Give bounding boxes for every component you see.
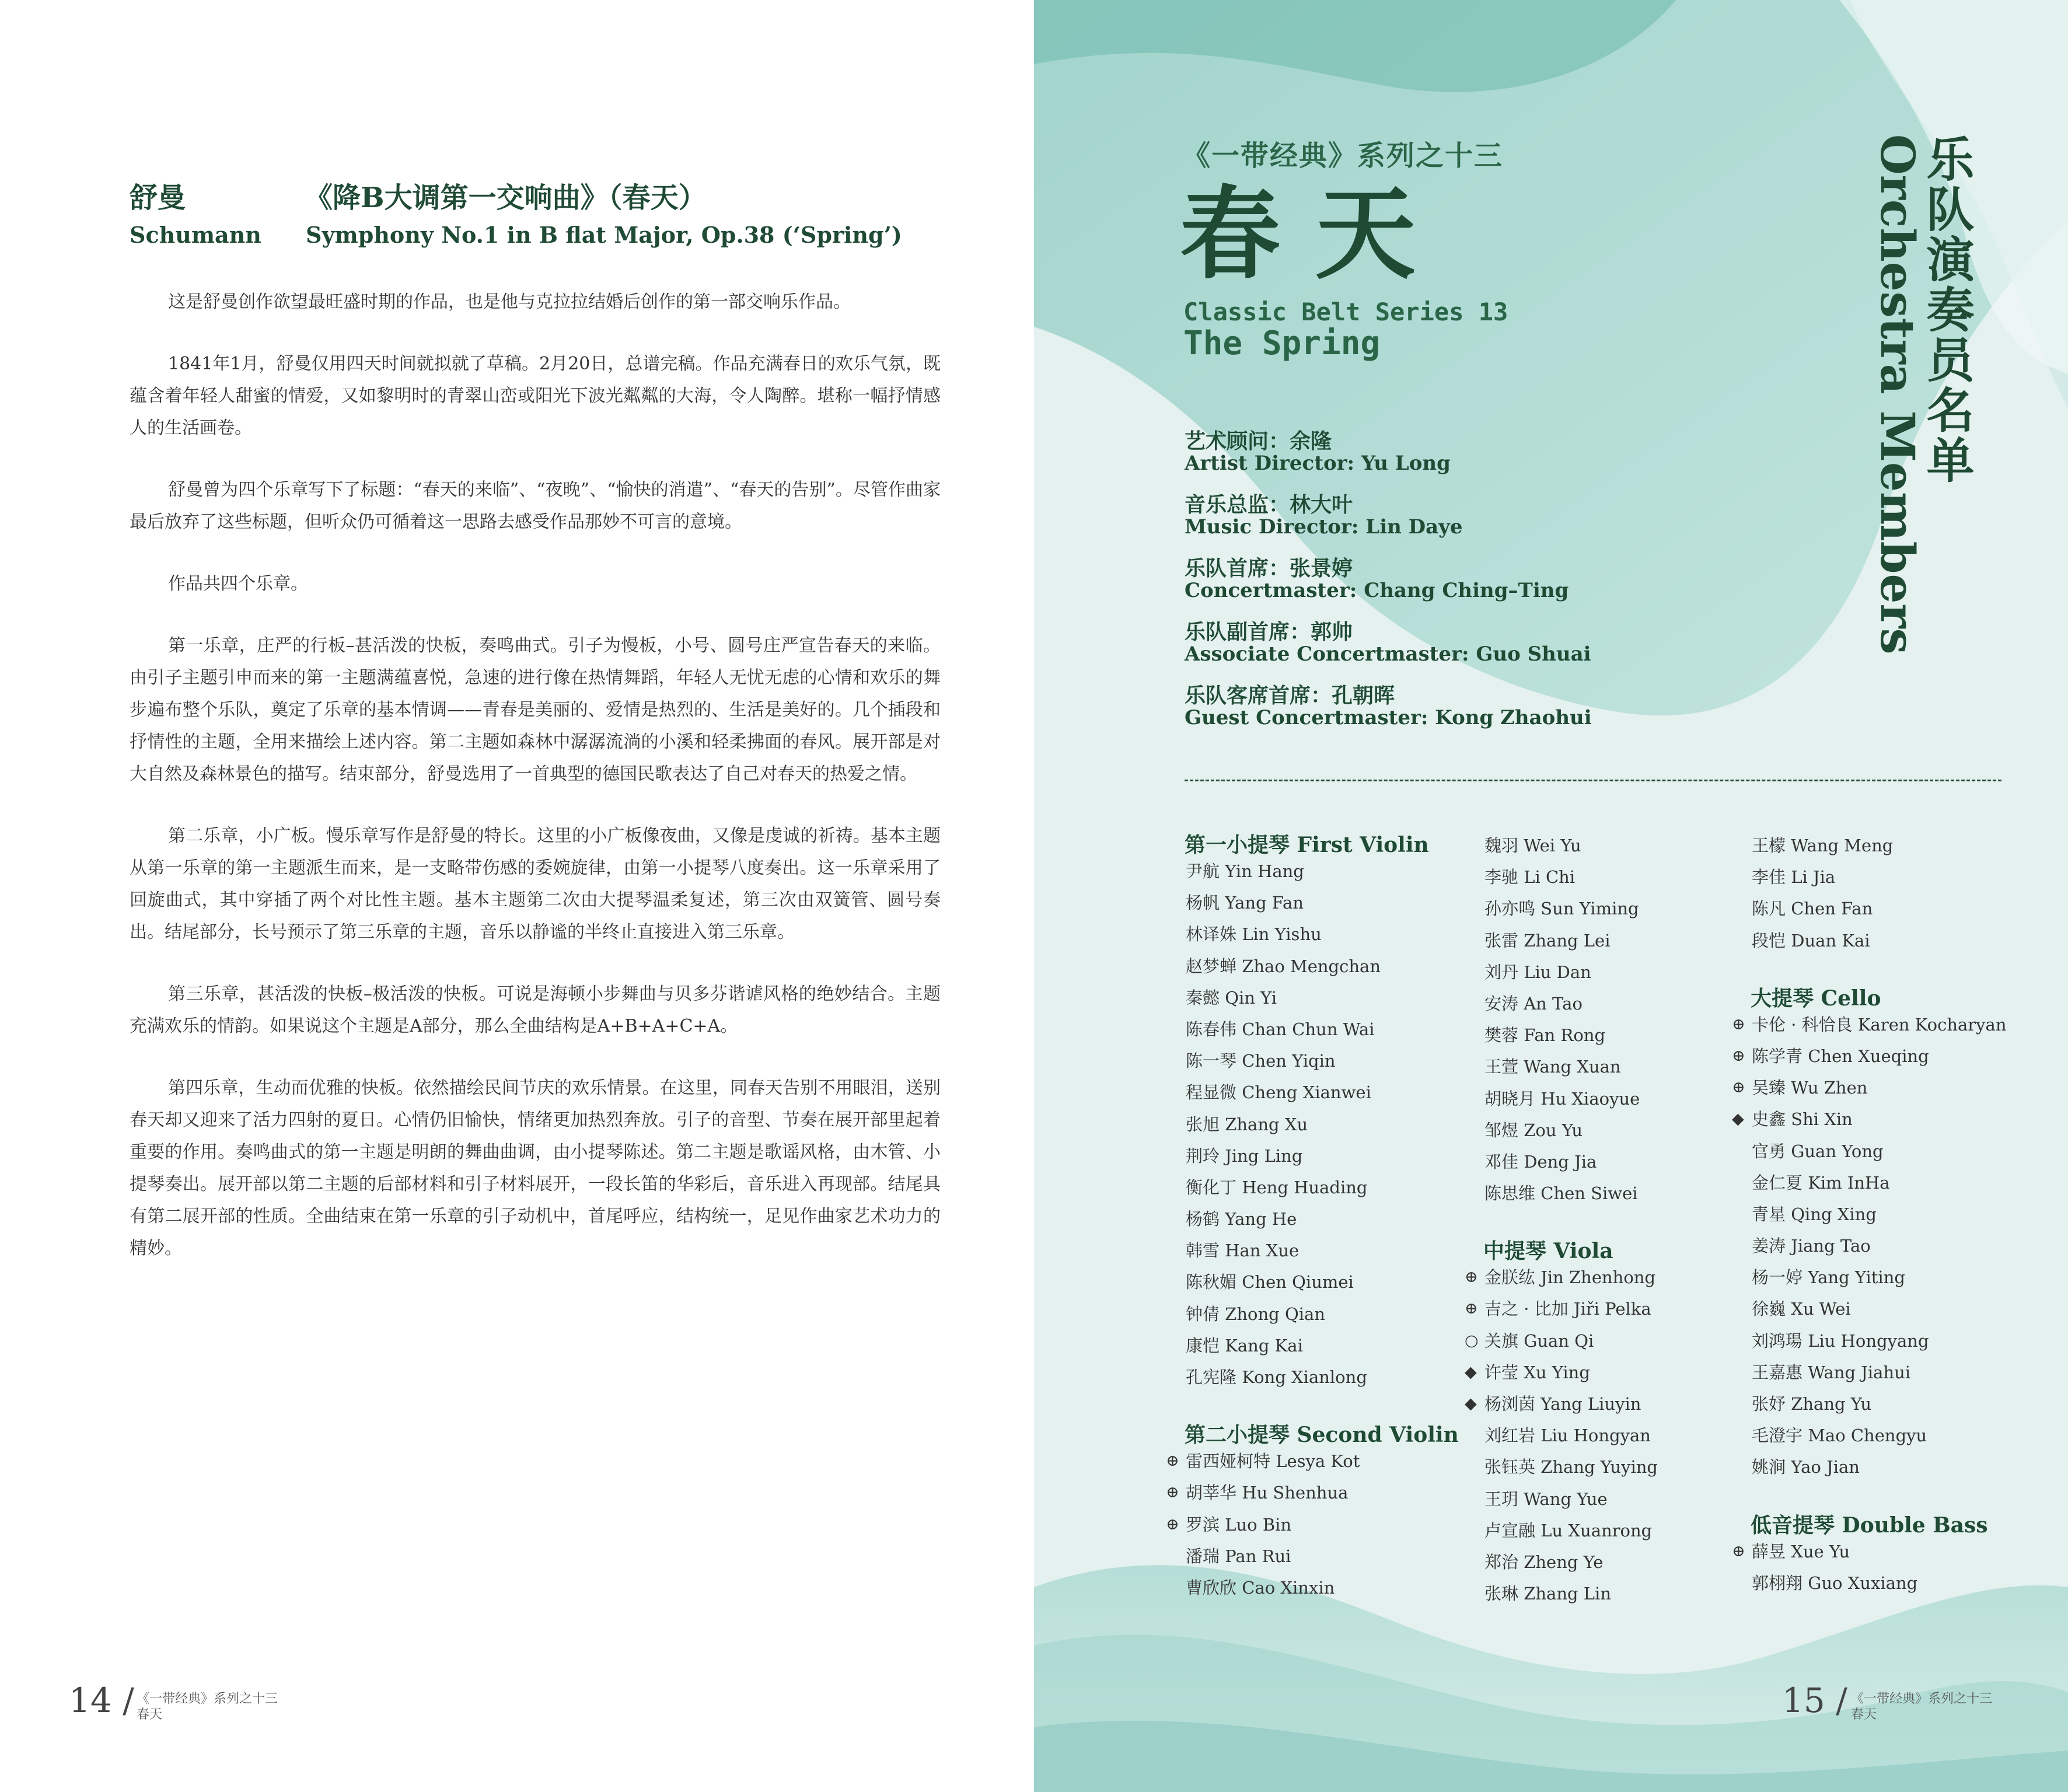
member-row: ⊕ 薛昱 Xue Yu (1751, 1536, 2054, 1567)
roster-column-3 (1732, 830, 2054, 1599)
member-row: 孔宪隆 Kong Xianlong (1186, 1367, 1367, 1387)
composer-cn: 舒曼 (130, 181, 186, 214)
member-row: 樊蓉 Fan Rong (1484, 1025, 1606, 1046)
member-row: 魏羽 Wei Yu (1484, 836, 1581, 855)
member-row: 张旭 Zhang Xu (1186, 1114, 1308, 1134)
footer-series-right: 《一带经典》系列之十三 春天 (1851, 1692, 1993, 1722)
series-title-cn: 《一带经典》系列之十三 (1182, 139, 1504, 172)
principal-marker-icon: ⊕ (1166, 1515, 1179, 1533)
member-row: 官勇 Guan Yong (1752, 1141, 1884, 1161)
member-row: 尹航 Yin Hang (1186, 861, 1304, 881)
member-row: 刘红岩 Liu Hongyan (1484, 1426, 1651, 1446)
member-row: ⊕ 吴臻 Wu Zhen (1751, 1072, 2054, 1103)
paragraph: 第四乐章，生动而优雅的快板。依然描绘民间节庆的欢乐情景。在这里，同春天告别不用眼泪，送别春天却又迎来了活力四射的夏日。心情仍旧愉快，情绪更加热烈奔放。引子的音型、节奏在展开部里起着重要的作用。奏鸣曲式的第一主题是明朗的舞曲曲调，由小提琴陈述。第二主题是歌谣风格，由木管、小提琴奏出。展开部以第二主题的后部材料和引子材料展开，一段长笛的华彩后，音乐进入再现部。结尾具有第二展开部的性质。全曲结束在第一乐章的引子动机中，首尾呼应，结构统一，足见作曲家艺术功力的精妙。 (130, 1078, 941, 1259)
member-row: 孙亦鸣 Sun Yiming (1484, 899, 1639, 919)
member-row: 张妤 Zhang Yu (1752, 1394, 1872, 1414)
member-row: ◆ 史鑫 Shi Xin (1751, 1103, 2054, 1135)
member-row: ◆ 许莹 Xu Ying (1483, 1357, 1769, 1388)
member-row: 杨帆 Yang Fan (1186, 893, 1304, 913)
paragraph: 第一乐章，庄严的行板–甚活泼的快板，奏鸣曲式。引子为慢板，小号、圆号庄严宣告春天的来临。由引子主题引申而来的第一主题满蕴喜悦，急速的进行像在热情舞蹈，年轻人无忧无虑的心情和欢乐的舞步遍布整个乐队，奠定了乐章的基本情调——青春是美丽的、爱情是热烈的、生活是美好的。几个插段和抒情性的主题，全用来描绘上述内容。第二主题如森林中潺潺流淌的小溪和轻柔拂面的春风。展开部是对大自然及森林景色的描写。结束部分，舒曼选用了一首典型的德国民歌表达了自己对春天的热爱之情。 (130, 635, 941, 784)
member-row: ○ 关旗 Guan Qi (1483, 1325, 1769, 1357)
member-row: 张琳 Zhang Lin (1484, 1584, 1612, 1604)
member-row: 陈思维 Chen Siwei (1484, 1183, 1638, 1204)
member-row: ⊕ 胡莘华 Hu Shenhua (1185, 1477, 1470, 1508)
orchestra-members-title-cn: 乐队演奏员名单 (1919, 134, 1975, 485)
diamond-marker-icon: ◆ (1465, 1395, 1477, 1413)
director-music: 音乐总监：林大叶 Music Director: Lin Daye (1185, 492, 1463, 539)
member-row: 杨一婷 Yang Yiting (1752, 1267, 1905, 1288)
concert-title-cn: 春天 (1180, 174, 1451, 293)
section-heading-double-bass: 低音提琴 Double Bass (1751, 1512, 1988, 1538)
member-row: ⊕ 罗滨 Luo Bin (1185, 1509, 1470, 1541)
principal-marker-icon: ⊕ (1732, 1046, 1745, 1065)
director-artist: 艺术顾问：余隆 Artist Director: Yu Long (1185, 429, 1451, 475)
member-row: ⊕ 吉之 · 比加 Jiři Pelka (1483, 1293, 1769, 1325)
paragraph: 1841年1月，舒曼仅用四天时间就拟就了草稿。2月20日，总谱完稿。作品充满春日的欢乐气氛，既蕴含着年轻人甜蜜的情爱，又如黎明时的青翠山峦或阳光下波光粼粼的大海，令人陶醉。堪称一幅抒情感人的生活画卷。 (130, 354, 941, 438)
member-row: 程显微 Cheng Xianwei (1186, 1082, 1371, 1103)
member-row: 潘瑞 Pan Rui (1186, 1546, 1291, 1566)
member-row: 胡晓月 Hu Xiaoyue (1484, 1088, 1640, 1109)
member-row: 陈凡 Chen Fan (1752, 899, 1873, 919)
member-row: ⊕ 金朕纮 Jin Zhenhong (1483, 1262, 1769, 1293)
program-notes (130, 286, 941, 1294)
member-row: 段恺 Duan Kai (1752, 930, 1870, 951)
member-row: ⊕ 陈学青 Chen Xueqing (1751, 1040, 2054, 1072)
paragraph: 舒曼曾为四个乐章写下了标题：“春天的来临”、“夜晚”、“愉快的消遣”、“春天的告别”。尽管作曲家最后放弃了这些标题，但听众仍可循着这一思路去感受作品那妙不可言的意境。 (130, 480, 941, 532)
member-row: 王玥 Wang Yue (1484, 1489, 1608, 1509)
member-row: 王檬 Wang Meng (1752, 836, 1894, 855)
member-row: 衡化丁 Heng Huading (1186, 1177, 1368, 1197)
member-row: 秦懿 Qin Yi (1186, 987, 1277, 1008)
section-heading-first-violin: 第一小提琴 First Violin (1185, 833, 1429, 857)
member-row: 郭栩翔 Guo Xuxiang (1752, 1573, 1918, 1593)
diamond-marker-icon: ◆ (1465, 1363, 1477, 1381)
member-row: 张钰英 Zhang Yuying (1484, 1457, 1658, 1477)
diamond-marker-icon: ◆ (1732, 1110, 1744, 1129)
principal-marker-icon: ⊕ (1732, 1015, 1745, 1033)
principal-marker-icon: ⊕ (1732, 1542, 1745, 1560)
member-row: 韩雪 Han Xue (1186, 1241, 1300, 1261)
roster-column-2 (1465, 830, 1769, 1609)
piece-heading-en (130, 222, 902, 248)
paragraph: 这是舒曼创作欲望最旺盛时期的作品，也是他与克拉拉结婚后创作的第一部交响乐作品。 (168, 292, 851, 312)
member-row: 姚涧 Yao Jian (1752, 1457, 1860, 1477)
principal-marker-icon: ⊕ (1465, 1300, 1478, 1318)
member-row: 刘丹 Liu Dan (1484, 962, 1591, 982)
orchestra-members-title-en: Orchestra Members (1870, 134, 1925, 655)
member-row: 毛澄宇 Mao Chengyu (1752, 1426, 1927, 1446)
page-number-left: 14 / (69, 1681, 134, 1720)
piece-heading-cn (130, 175, 707, 215)
principal-marker-icon: ⊕ (1166, 1483, 1179, 1502)
section-heading-second-violin: 第二小提琴 Second Violin (1185, 1423, 1459, 1448)
member-row: 荆玲 Jing Ling (1186, 1145, 1303, 1166)
assistant-marker-icon: ○ (1465, 1331, 1479, 1350)
paragraph: 第二乐章，小广板。慢乐章写作是舒曼的特长。这里的小广板像夜曲，又像是虔诚的祈祷。基本主题从第一乐章的第一主题派生而来，是一支略带伤感的委婉旋律，由第一小提琴八度奏出。这一乐章采用了回旋曲式，其中穿插了两个对比性主题。基本主题第二次由大提琴温柔复述，第三次由双簧管、圆号奏出。结尾部分，长号预示了第三乐章的主题，音乐以静谧的半终止直接进入第三乐章。 (130, 826, 941, 942)
section-heading-viola: 中提琴 Viola (1483, 1239, 1613, 1264)
principal-marker-icon: ⊕ (1732, 1078, 1745, 1097)
roster-column-1 (1166, 829, 1470, 1604)
page-number-right: 15 / (1782, 1681, 1847, 1720)
composer-en: Schumann (130, 222, 261, 248)
paragraph: 作品共四个乐章。 (168, 574, 308, 594)
symphony-title-en: Symphony No.1 in B flat Major, Op.38 (‘Spring’) (306, 222, 902, 248)
concert-title-en: The Spring (1183, 324, 1381, 362)
member-row: 陈一琴 Chen Yiqin (1186, 1051, 1336, 1071)
associate-concertmaster: 乐队副首席：郭帅 Associate Concertmaster: Guo Shuai (1185, 620, 1591, 666)
member-row: 李佳 Li Jia (1752, 867, 1836, 888)
member-row: 郑治 Zheng Ye (1484, 1552, 1604, 1572)
member-row: 邓佳 Deng Jia (1484, 1151, 1597, 1172)
member-row: 王萱 Wang Xuan (1484, 1057, 1621, 1077)
member-row: ◆ 杨浏茵 Yang Liuyin (1483, 1388, 1769, 1420)
paragraph: 第三乐章，甚活泼的快板–极活泼的快板。可说是海顿小步舞曲与贝多芬谐谑风格的绝妙结合。主题充满欢乐的情韵。如果说这个主题是A部分，那么全曲结构是A+B+A+C+A。 (130, 984, 941, 1036)
section-heading-cello: 大提琴 Cello (1751, 986, 1881, 1011)
member-row: 王嘉惠 Wang Jiahui (1752, 1362, 1911, 1382)
member-row: 卢宣融 Lu Xuanrong (1484, 1520, 1653, 1541)
member-row: 徐巍 Xu Wei (1752, 1299, 1851, 1319)
member-row: 钟倩 Zhong Qian (1186, 1304, 1325, 1324)
member-row: 陈秋媚 Chen Qiumei (1186, 1272, 1354, 1293)
symphony-title-cn: 《降B大调第一交响曲》（春天） (305, 181, 707, 214)
concertmaster: 乐队首席：张景婷 Concertmaster: Chang Ching–Ting (1185, 556, 1569, 602)
member-row: 赵梦蝉 Zhao Mengchan (1186, 956, 1381, 976)
member-row: 安涛 An Tao (1484, 993, 1583, 1014)
principal-marker-icon: ⊕ (1166, 1452, 1179, 1470)
series-title-en: Classic Belt Series 13 (1183, 298, 1508, 326)
member-row: 林译姝 Lin Yishu (1186, 924, 1322, 945)
footer-series-left: 《一带经典》系列之十三 春天 (137, 1692, 278, 1722)
member-row: 曹欣欣 Cao Xinxin (1186, 1577, 1335, 1598)
member-row: 李驰 Li Chi (1484, 867, 1576, 888)
member-row: 杨鹤 Yang He (1186, 1209, 1297, 1229)
member-row: 金仁夏 Kim InHa (1752, 1172, 1890, 1193)
guest-concertmaster: 乐队客席首席：孔朝晖 Guest Concertmaster: Kong Zhaohui (1185, 683, 1592, 729)
dashed-divider (1185, 780, 2001, 781)
member-row: ⊕ 雷西娅柯特 Lesya Kot (1185, 1445, 1470, 1477)
member-row: ⊕ 卡伦 · 科恰良 Karen Kocharyan (1751, 1009, 2054, 1040)
member-row: 姜涛 Jiang Tao (1752, 1236, 1871, 1256)
member-row: 刘鸿瑒 Liu Hongyang (1752, 1330, 1929, 1351)
member-row: 邹煜 Zou Yu (1484, 1120, 1583, 1140)
member-row: 康恺 Kang Kai (1186, 1335, 1303, 1356)
member-row: 陈春伟 Chan Chun Wai (1186, 1019, 1375, 1039)
principal-marker-icon: ⊕ (1465, 1268, 1478, 1287)
member-row: 青星 Qing Xing (1752, 1204, 1877, 1224)
member-row: 张雷 Zhang Lei (1484, 930, 1611, 951)
